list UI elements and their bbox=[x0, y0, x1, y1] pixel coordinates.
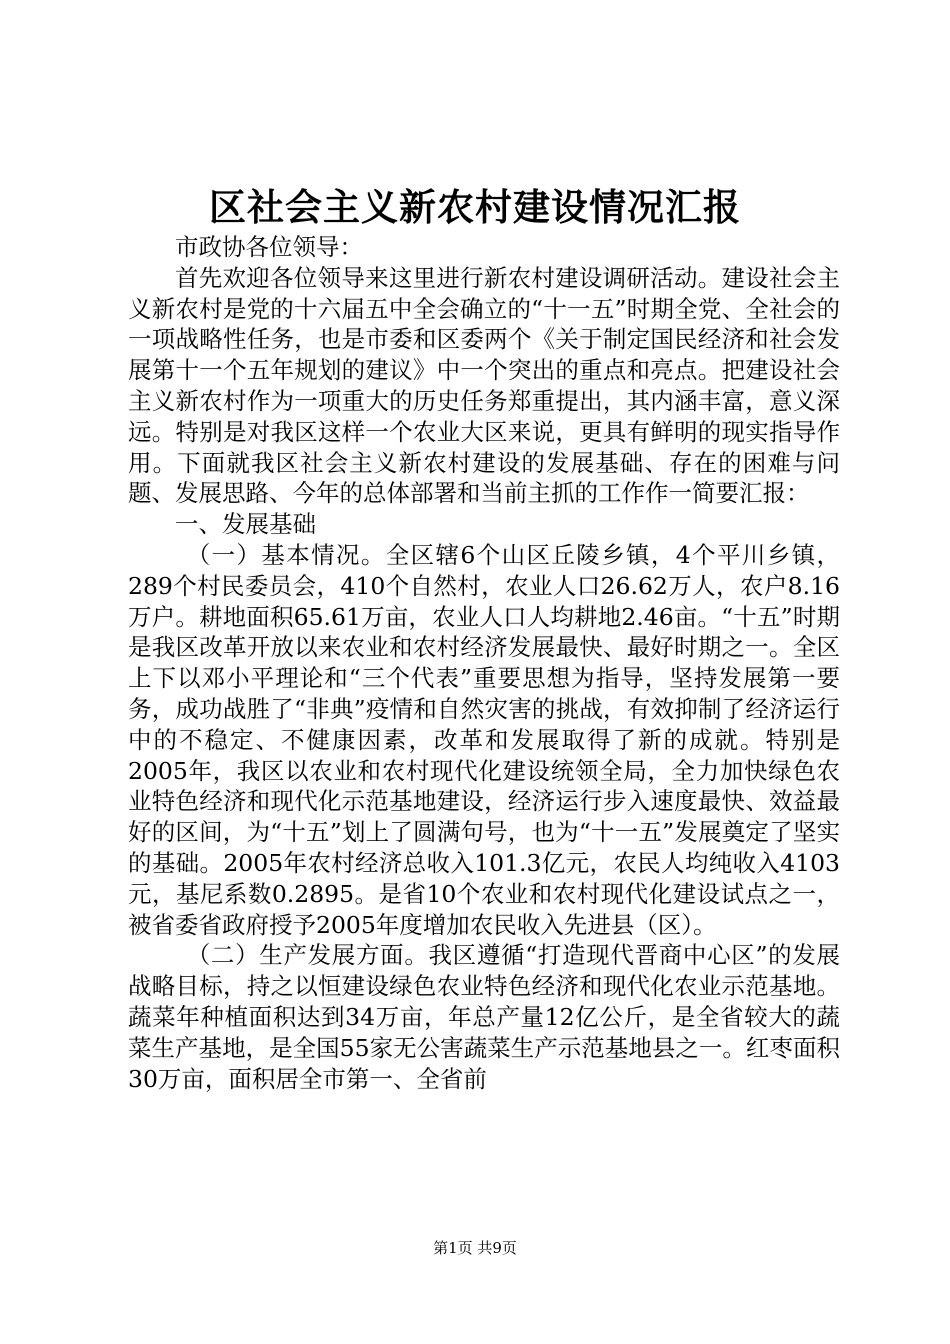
section-heading: 一、发展基础 bbox=[175, 510, 316, 539]
document-title: 区社会主义新农村建设情况汇报 bbox=[209, 185, 741, 229]
paragraph-production-development: （二）生产发展方面。我区遵循“打造现代晋商中心区”的发展战略目标，持之以恒建设绿色农业特色经济和现代化农业示范基地。蔬菜年种植面积达到34万亩，年总产量12亿公斤，是全省较大的蔬菜生产基地，是全国55家无公害蔬菜生产示范基地县之一。红枣面积30万亩，面积居全市第一、全省前 bbox=[128, 941, 840, 1093]
paragraph-intro: 首先欢迎各位领导来这里进行新农村建设调研活动。建设社会主义新农村是党的十六届五中全会确立的“十一五”时期全党、全社会的一项战略性任务，也是市委和区委两个《关于制定国民经济和社会发展第十一个五年规划的建议》中一个突出的重点和亮点。把建设社会主义新农村作为一项重大的历史任务郑重提出，其内涵丰富，意义深远。特别是对我区这样一个农业大区来说，更具有鲜明的现实指导作用。下面就我区社会主义新农村建设的发展基础、存在的困难与问题、发展思路、今年的总体部署和当前主抓的工作作一简要汇报： bbox=[128, 263, 840, 508]
page-number-footer: 第1页 共9页 bbox=[433, 1239, 517, 1257]
salutation: 市政协各位领导： bbox=[175, 233, 363, 261]
paragraph-basic-situation: （一）基本情况。全区辖6个山区丘陵乡镇，4个平川乡镇，289个村民委员会，410个自然村，农业人口26.62万人，农户8.16万户。耕地面积65.61万亩，农业人口人均耕地2.46亩。“十五”时期是我区改革开放以来农业和农村经济发展最快、最好时期之一。全区上下以邓小平理论和“三个代表”重要思想为指导，坚持发展第一要务，成功战胜了“非典”疫情和自然灾害的挑战，有效抑制了经济运行中的不稳定、不健康因素，改革和发展取得了新的成就。特别是2005年，我区以农业和农村现代化建设统领全局，全力加快绿色农业特色经济和现代化示范基地建设，经济运行步入速度最快、效益最好的区间，为“十五”划上了圆满句号，也为“十一五”发展奠定了坚实的基础。2005年农村经济总收入101.3亿元，农民人均纯收入4103元，基尼系数0.2895。是省10个农业和农村现代化建设试点之一，被省委省政府授予2005年度增加农民收入先进县（区）。 bbox=[128, 540, 840, 939]
document-body bbox=[128, 232, 840, 1094]
